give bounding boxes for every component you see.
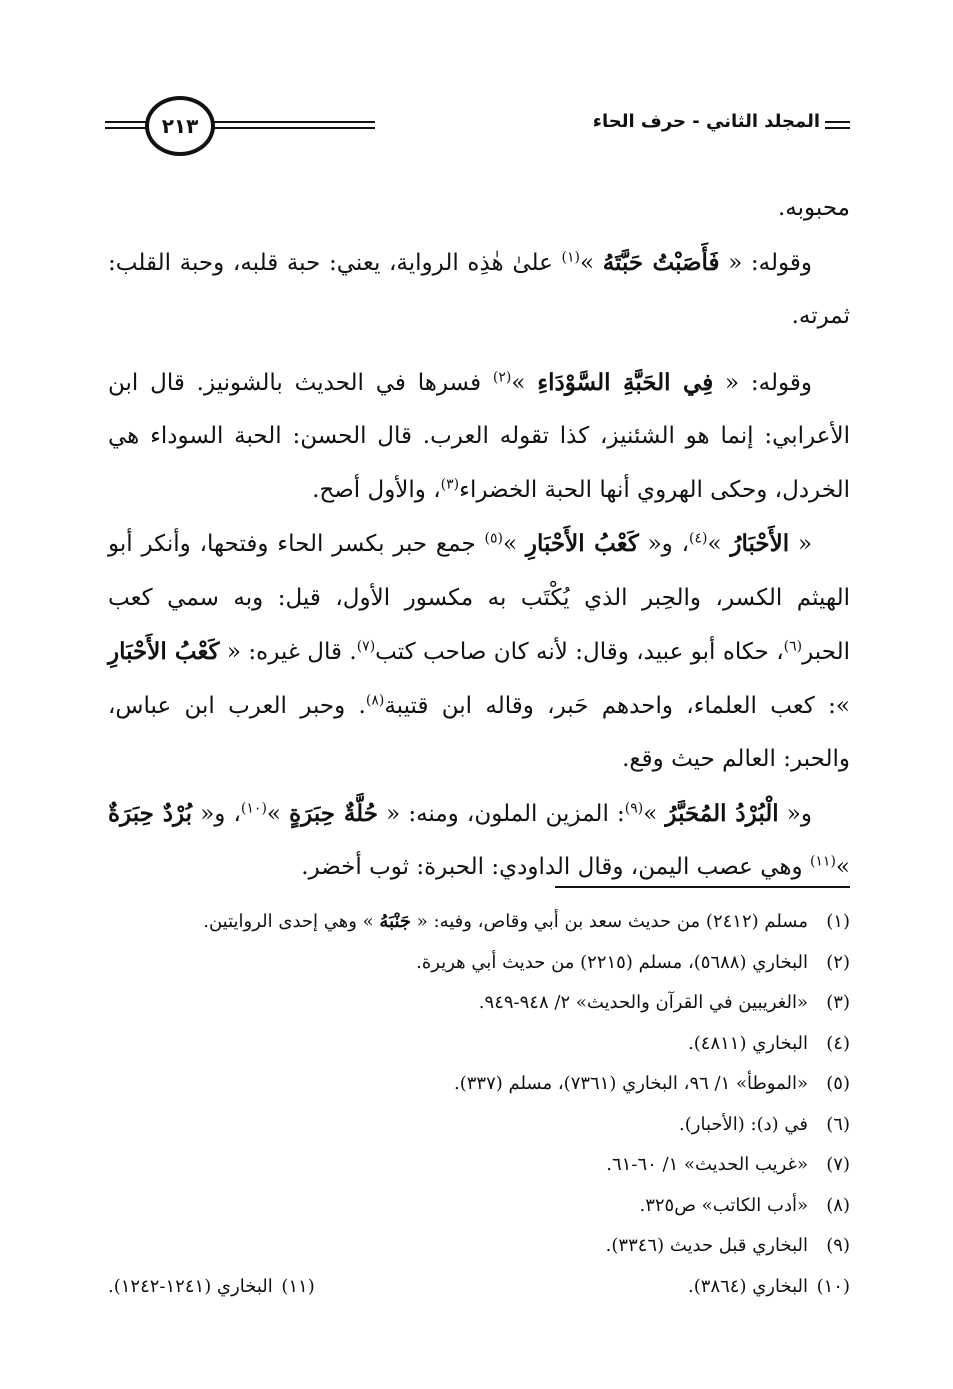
text-run: » <box>643 800 666 827</box>
footnote-text: البخاري (٥٦٨٨)، مسلم (٢٢١٥) من حديث أبي هريرة. <box>416 951 808 973</box>
text-run: : المزين الملون، ومنه: « <box>378 800 625 827</box>
footnote-number: (٩) <box>826 1235 850 1256</box>
header-rule-bottom-right <box>825 127 850 129</box>
text-run: ، والأول أصح. <box>312 476 441 503</box>
footnote-5 <box>108 1064 850 1105</box>
text-run: » <box>511 369 538 396</box>
paragraph-4 <box>108 517 850 787</box>
text-run: ، و« <box>192 800 241 827</box>
footnote-ref: (٤) <box>689 530 708 547</box>
text-run: » وهي إحدى الروايتين. <box>203 911 380 932</box>
text-run: . وحبر العرب ابن عباس، والحبر: العالم حيث وقع. <box>108 692 850 772</box>
text-run: » <box>579 249 603 276</box>
header-title: المجلد الثاني - حرف الحاء <box>592 111 820 132</box>
footnote-ref: (٢) <box>492 368 512 385</box>
running-header <box>105 92 850 172</box>
footnote-text <box>203 902 808 943</box>
paragraph-5 <box>108 787 850 895</box>
paragraph-2 <box>108 236 850 344</box>
footnote-number: (٢) <box>826 951 850 973</box>
footnote-3 <box>108 983 850 1024</box>
hadith-term: بُرْدٌ حِبَرَةٌ <box>108 799 193 827</box>
hadith-term: الأَحْبَارُ <box>730 530 790 557</box>
footnote-ref: (٣) <box>440 475 460 492</box>
hadith-term: الْبُرْدُ المُحَبَّرُ <box>665 799 779 827</box>
footnote-7 <box>108 1145 850 1186</box>
footnote-text: «غريب الحديث» ١/ ٦٠-٦١. <box>606 1154 808 1175</box>
footnote-1 <box>108 902 850 943</box>
footnote-ref: (١٠) <box>240 799 267 816</box>
footnote-2 <box>108 943 850 984</box>
footnote-number: (٣) <box>826 992 850 1013</box>
hadith-term: حُلَّةٌ حِبَرَةٍ <box>289 799 378 827</box>
footnote-10 <box>688 1267 850 1308</box>
text-run: « <box>789 531 813 557</box>
footnote-6 <box>108 1105 850 1146</box>
footnote-text: البخاري (١٢٤١-١٢٤٢). <box>108 1275 273 1297</box>
text-run: ، حكاه أبو عبيد، وقال: لأنه كان صاحب كتب <box>375 639 784 665</box>
footnote-number: (٨) <box>826 1194 850 1216</box>
footnote-text: البخاري (٤٨١١). <box>688 1032 808 1054</box>
hadith-term: جَنْبَهُ <box>379 911 412 932</box>
footnote-ref: (٩) <box>624 799 644 816</box>
footnote-text: «الغريبين في القرآن والحديث» ٢/ ٩٤٨-٩٤٩. <box>478 992 808 1013</box>
text-run: وقوله: « <box>719 249 813 276</box>
text-run: »: كعب العلماء، واحدهم حَبر، وقاله ابن قتيبة <box>384 692 851 719</box>
footnote-separator <box>555 886 850 888</box>
text-run: فسرها في الحديث بالشونيز. قال ابن الأعرابي: إنما هو الشئنيز، كذا تقوله العرب. قال الحسن: الحبة السوداء هي الخردل، وحكى الهروي أنها الحبة الخضراء <box>108 369 850 503</box>
text-run: » <box>502 531 526 557</box>
text-run: جمع حبر بكسر الحاء وفتحها، وأنكر أبو الهيثم الكسر، والحِبر الذي يُكْتَب به مكسور الأول، قيل: وبه سمي كعب الحبر <box>108 531 850 665</box>
paragraph-3 <box>108 356 850 518</box>
text-run: مسلم (٢٤١٢) من حديث سعد بن أبي وقاص، وفيه: « <box>411 911 808 932</box>
footnote-number: (١٠) <box>816 1275 850 1297</box>
footnote-number: (١) <box>826 911 850 932</box>
footnote-text: البخاري (٣٨٦٤). <box>688 1275 808 1297</box>
paragraph-1: محبوبه. <box>777 195 850 221</box>
text-run: » <box>266 800 290 827</box>
footnote-number: (٦) <box>826 1113 850 1135</box>
footnote-ref: (٨) <box>365 691 385 708</box>
text-run: علىٰ هٰذِه الرواية، يعني: حبة قلبه، وحبة القلب: ثمرته. <box>108 249 850 329</box>
text-run: » <box>835 854 850 880</box>
header-rule-top-right <box>825 121 850 123</box>
footnote-number: (٤) <box>826 1032 850 1054</box>
text-run: » <box>707 531 731 557</box>
footnote-ref: (١) <box>561 248 580 265</box>
footnotes <box>108 902 850 1307</box>
hadith-term: فِي الحَبَّةِ السَّوْدَاءِ <box>537 368 714 396</box>
footnote-text: «الموطأ» ١/ ٩٦، البخاري (٧٣٦١)، مسلم (٣٣٧). <box>453 1073 808 1094</box>
footnote-ref: (٥) <box>484 530 503 547</box>
footnote-ref: (٧) <box>356 638 376 655</box>
hadith-term: كَعْبُ الأَحْبَارِ <box>525 530 639 557</box>
footnote-text: «أدب الكاتب» ص٣٢٥. <box>639 1194 808 1216</box>
page-number: ٢١٣ <box>145 96 215 156</box>
footnote-ref: (٦) <box>783 638 803 655</box>
footnote-text: البخاري قبل حديث (٣٣٤٦). <box>605 1235 808 1256</box>
text-run: وقوله: « <box>713 369 812 396</box>
text-run: وهي عصب اليمن، وقال الداودي: الحبرة: ثوب أخضر. <box>301 854 810 880</box>
text-run: ، و« <box>638 531 689 557</box>
main-text <box>108 182 850 895</box>
footnote-number: (١١) <box>281 1275 315 1297</box>
text-run: و« <box>778 800 812 827</box>
footnote-number: (٧) <box>826 1154 850 1175</box>
hadith-term: فَأَصَبْتُ حَبَّتَهُ <box>602 248 720 276</box>
footnote-8 <box>108 1186 850 1227</box>
footnote-row-10-11 <box>108 1267 850 1308</box>
hadith-term: كَعْبُ الأَحْبَارِ <box>108 638 220 665</box>
footnote-4 <box>108 1024 850 1065</box>
footnote-9 <box>108 1226 850 1267</box>
footnote-number: (٥) <box>826 1073 850 1094</box>
footnote-11 <box>108 1267 315 1308</box>
footnote-text: في (د): (الأحبار). <box>679 1113 808 1135</box>
text-run: . قال غيره: « <box>219 639 357 665</box>
footnote-ref: (١١) <box>809 853 836 870</box>
